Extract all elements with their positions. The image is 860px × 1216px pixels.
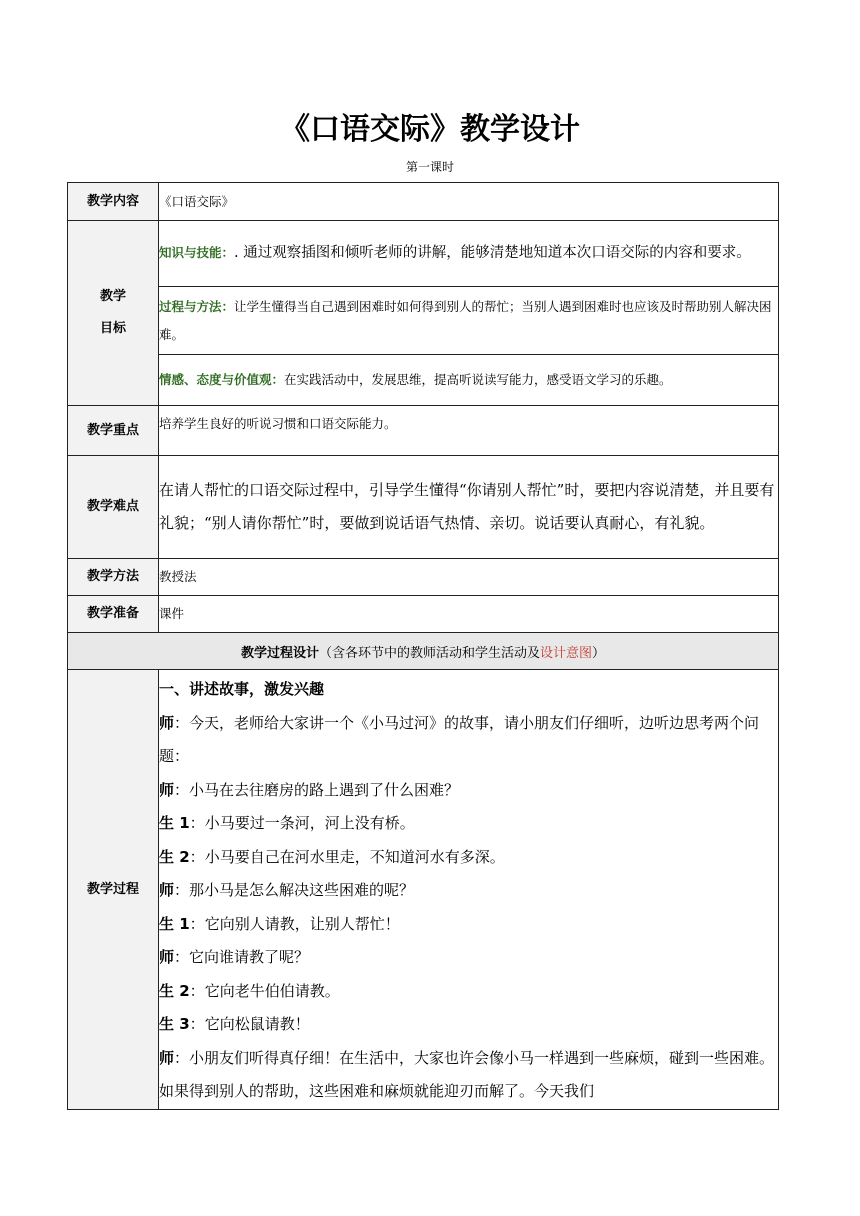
dialogue-text: 小马在去往磨房的路上遇到了什么困难？ xyxy=(189,780,460,799)
label-prep: 教学准备 xyxy=(68,596,159,633)
lesson-plan-table xyxy=(67,182,779,1110)
row-teaching-content xyxy=(68,183,779,221)
dialogue-speaker: 生 2 xyxy=(159,847,190,866)
dialogue-separator: ： xyxy=(174,780,190,799)
label-key-point: 教学重点 xyxy=(68,406,159,456)
dialogue-line xyxy=(159,874,778,908)
process-content xyxy=(159,670,779,1110)
process-design-header xyxy=(68,633,779,670)
dialogue-line xyxy=(159,807,778,841)
value-teaching-content: 《口语交际》 xyxy=(159,183,779,221)
row-goal-process xyxy=(68,287,779,355)
dialogue-text: 它向松鼠请教！ xyxy=(204,1015,310,1033)
process-section-heading: 一、讲述故事，激发兴趣 xyxy=(159,680,325,698)
value-key-point: 培养学生良好的听说习惯和口语交际能力。 xyxy=(159,406,779,456)
row-goal-knowledge xyxy=(68,221,779,287)
label-teaching-content: 教学内容 xyxy=(68,183,159,221)
dialogue-separator: ： xyxy=(189,1015,205,1033)
process-header-red: 设计意图 xyxy=(540,645,593,661)
dialogue-speaker: 师 xyxy=(159,780,175,799)
goal-process-text: 让学生懂得当自己遇到困难时如何得到别人的帮忙；当别人遇到困难时也应该及时帮助别人解决困难。 xyxy=(159,298,772,342)
goal-emotion-text: 在实践活动中，发展思维，提高听说读写能力，感受语文学习的乐趣。 xyxy=(284,372,672,387)
row-process xyxy=(68,670,779,1110)
dialogue-line xyxy=(159,975,778,1009)
label-teaching-goals xyxy=(68,221,159,406)
dialogue-line xyxy=(159,774,778,808)
process-header-close: ） xyxy=(592,645,606,661)
row-goal-emotion xyxy=(68,355,779,406)
row-key-point xyxy=(68,406,779,456)
dialogue-line xyxy=(159,841,778,875)
value-prep: 课件 xyxy=(159,596,779,633)
row-prep xyxy=(68,596,779,633)
dialogue-line xyxy=(159,707,778,774)
label-process: 教学过程 xyxy=(68,670,159,1110)
dialogue-speaker: 生 1 xyxy=(159,914,190,933)
goal-emotion xyxy=(159,355,779,406)
goal-knowledge-text: . 通过观察插图和倾听老师的讲解，能够清楚地知道本次口语交际的内容和要求。 xyxy=(234,245,751,262)
goal-label-line2: 目标 xyxy=(99,321,126,336)
lesson-period: 第一课时 xyxy=(405,160,454,174)
dialogue-speaker: 生 2 xyxy=(159,981,190,1000)
row-difficulty xyxy=(68,456,779,559)
label-method: 教学方法 xyxy=(68,559,159,596)
goal-knowledge-label: 知识与技能： xyxy=(159,245,235,261)
goal-knowledge xyxy=(159,221,779,287)
dialogue-line xyxy=(159,908,778,942)
dialogue-line xyxy=(159,1008,778,1042)
process-header-normal: （含各环节中的教师活动和学生活动及 xyxy=(318,645,540,661)
dialogue-speaker: 师 xyxy=(159,881,175,899)
row-process-header xyxy=(68,633,779,670)
dialogue-separator: ： xyxy=(174,713,190,732)
dialogue-separator: ： xyxy=(189,914,205,933)
value-method: 教授法 xyxy=(159,559,779,596)
goal-emotion-label: 情感、态度与价值观： xyxy=(159,372,285,387)
dialogue-line xyxy=(159,941,778,975)
dialogue-text: 它向谁请教了呢？ xyxy=(189,948,310,966)
goal-label-line1: 教学 xyxy=(99,289,126,304)
goal-process xyxy=(159,287,779,355)
dialogue-separator: ： xyxy=(189,981,205,1000)
dialogue-separator: ： xyxy=(189,814,205,832)
goal-process-label: 过程与方法： xyxy=(159,298,235,314)
dialogue-text: 它向老牛伯伯请教。 xyxy=(204,981,340,1000)
dialogue-text: 那小马是怎么解决这些困难的呢？ xyxy=(189,881,415,899)
dialogue-line xyxy=(159,1042,778,1109)
dialogue-speaker: 师 xyxy=(159,1048,175,1067)
dialogue-speaker: 师 xyxy=(159,713,175,732)
dialogue-speaker: 生 3 xyxy=(159,1015,190,1033)
document-title: 《口语交际》教学设计 xyxy=(280,112,580,147)
dialogue-separator: ： xyxy=(174,1048,190,1067)
dialogue-text: 小马要自己在河水里走，不知道河水有多深。 xyxy=(204,847,505,866)
value-difficulty: 在请人帮忙的口语交际过程中，引导学生懂得“你请别人帮忙”时，要把内容说清楚，并且要有礼貌；“别人请你帮忙”时，要做到说话语气热情、亲切。说话要认真耐心，有礼貌。 xyxy=(159,456,779,559)
dialogue-separator: ： xyxy=(189,847,205,866)
dialogue-list xyxy=(159,707,778,1109)
dialogue-text: 小马要过一条河，河上没有桥。 xyxy=(204,814,415,832)
process-header-bold: 教学过程设计 xyxy=(240,645,319,661)
dialogue-separator: ： xyxy=(174,881,190,899)
dialogue-speaker: 师 xyxy=(159,948,175,966)
row-method xyxy=(68,559,779,596)
dialogue-text: 今天，老师给大家讲一个《小马过河》的故事，请小朋友们仔细听，边听边思考两个问题： xyxy=(159,713,760,765)
dialogue-text: 小朋友们听得真仔细！在生活中，大家也许会像小马一样遇到一些麻烦，碰到一些困难。如果得到别人的帮助，这些困难和麻烦就能迎刃而解了。今天我们 xyxy=(159,1048,775,1100)
dialogue-speaker: 生 1 xyxy=(159,814,190,832)
dialogue-separator: ： xyxy=(174,948,190,966)
dialogue-text: 它向别人请教，让别人帮忙！ xyxy=(204,914,400,933)
label-difficulty: 教学难点 xyxy=(68,456,159,559)
